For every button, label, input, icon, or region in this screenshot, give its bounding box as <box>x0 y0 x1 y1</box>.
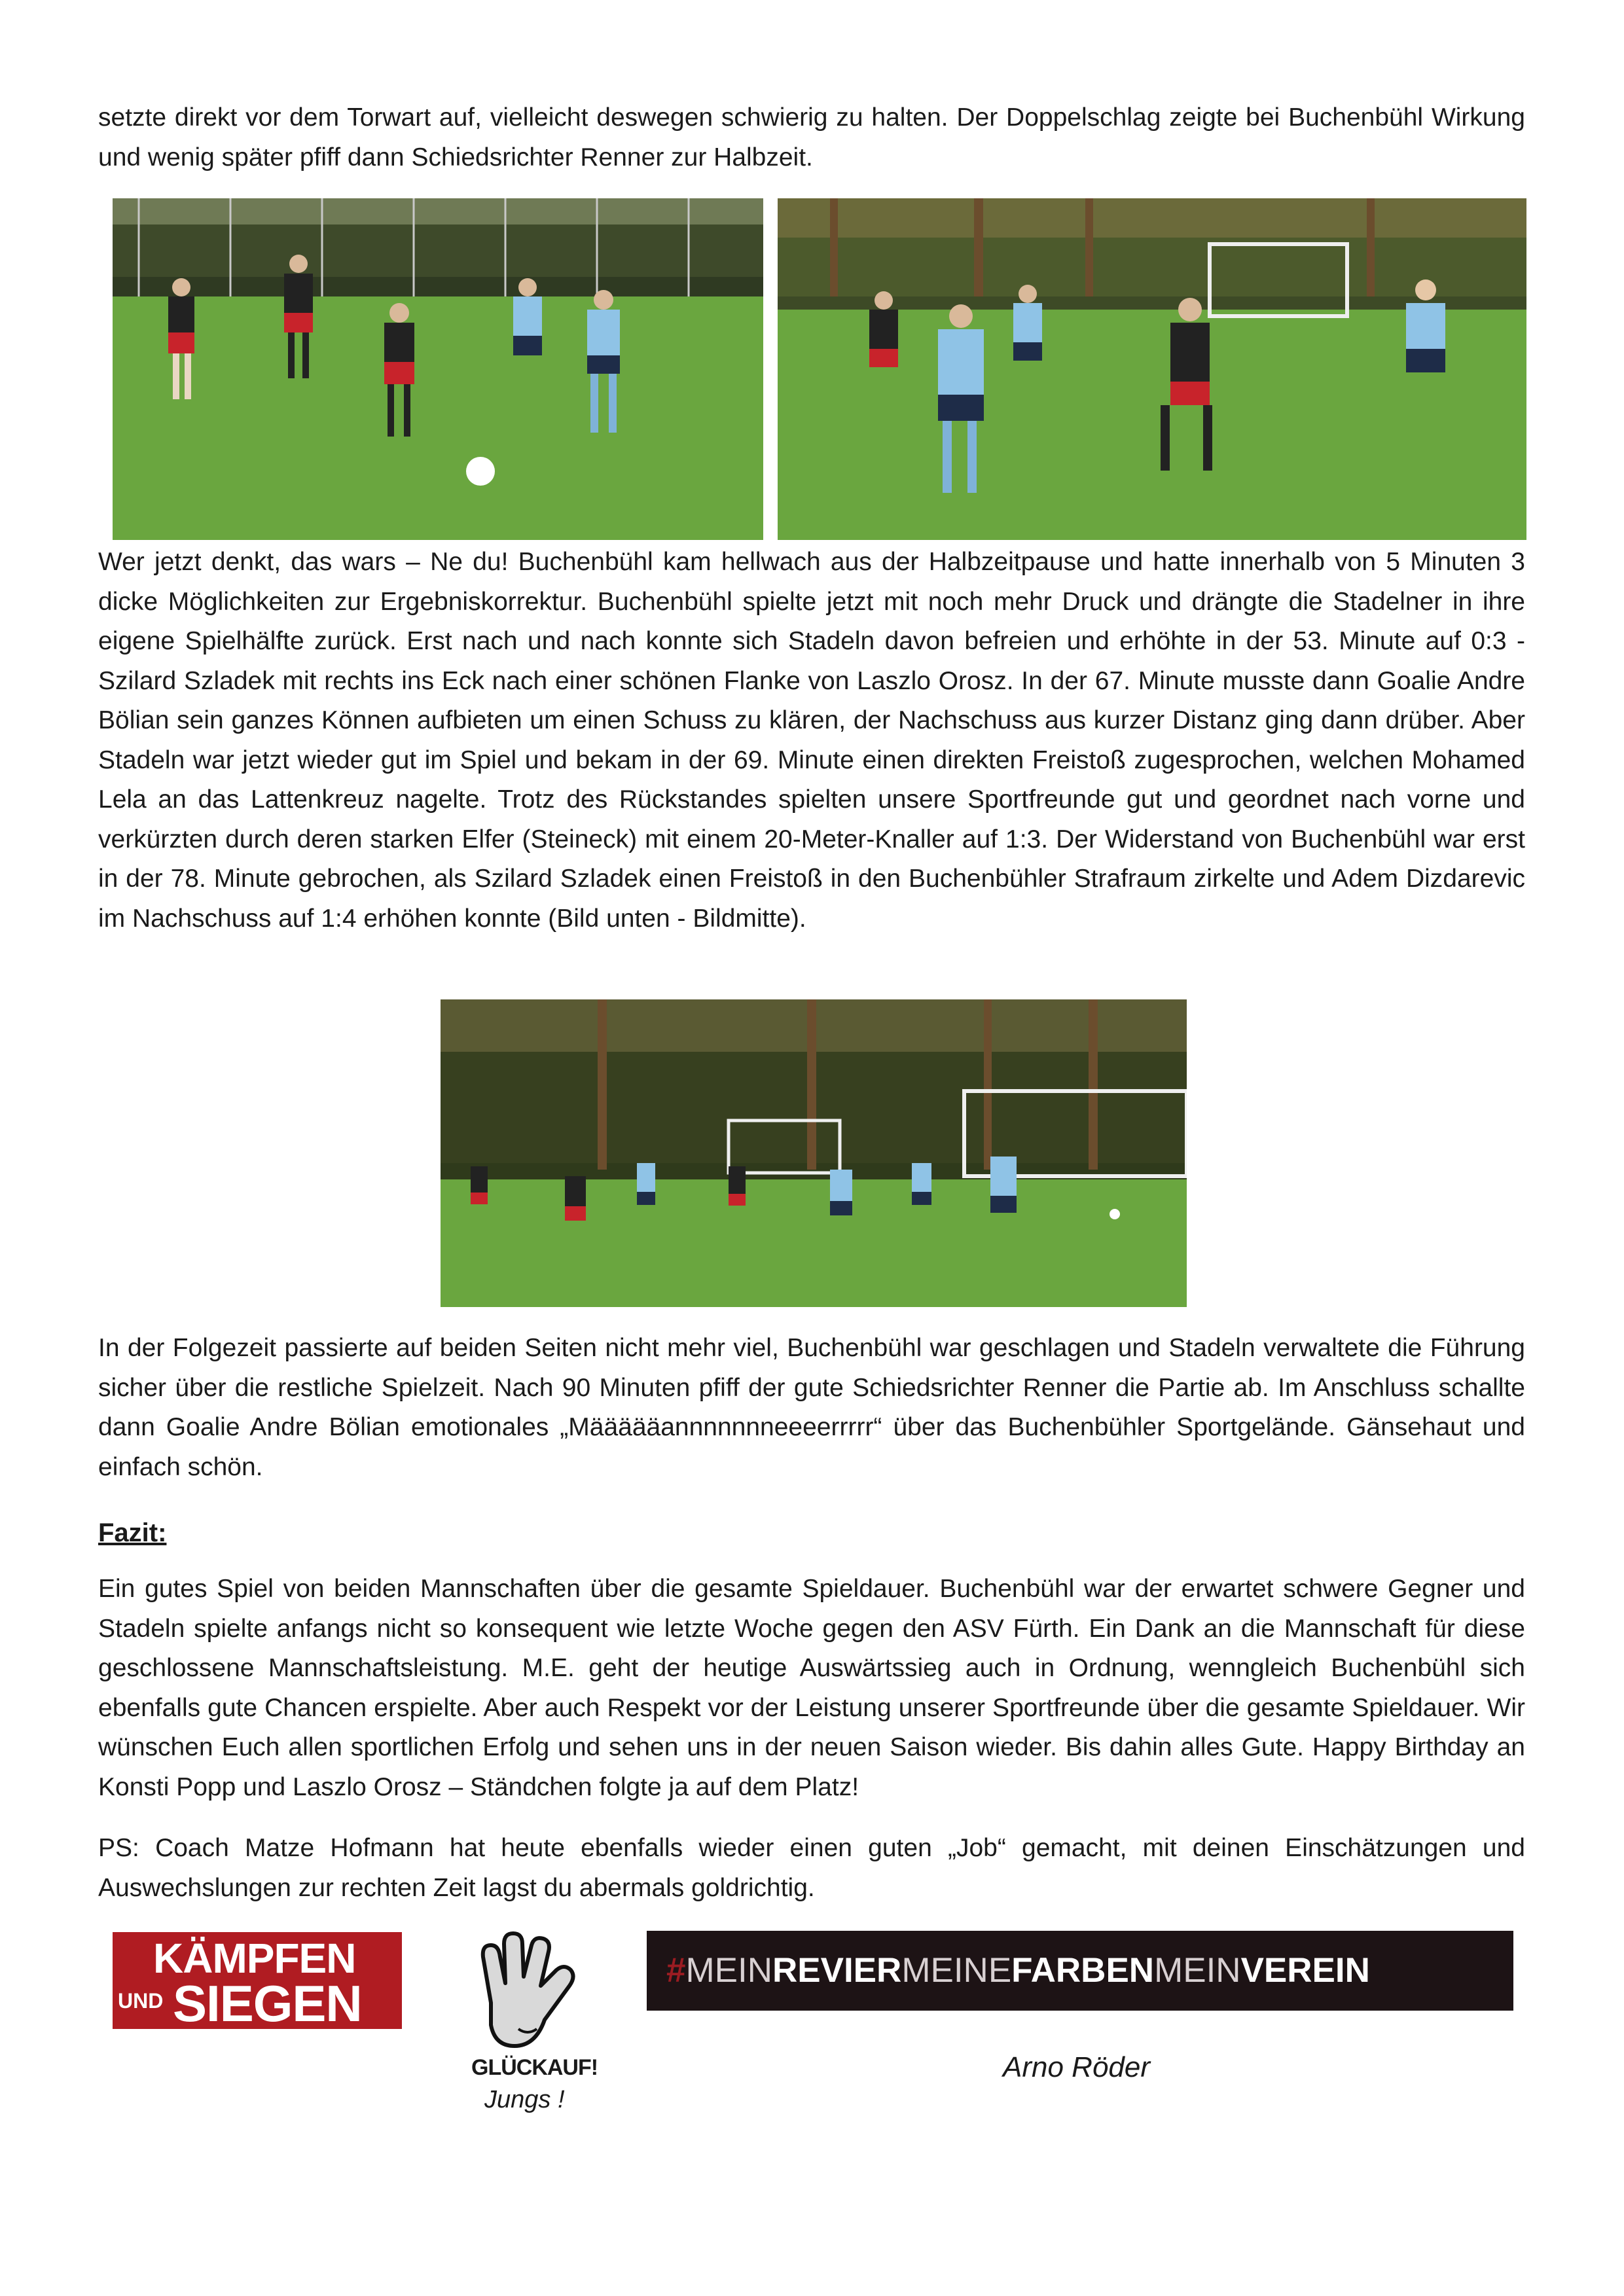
glueckauf-label: GLÜCKAUF! <box>471 2055 598 2080</box>
glueckauf-hand-icon <box>465 1931 583 2055</box>
mein-revier-banner: #MEINREVIERMEINEFARBENMEINVEREIN <box>647 1931 1513 2011</box>
jungs-label: Jungs ! <box>484 2086 565 2113</box>
match-photo-right <box>778 198 1526 540</box>
author-name: Arno Röder <box>1003 2051 1151 2083</box>
kaempfen-und-siegen-logo: KÄMPFEN UND SIEGEN <box>113 1932 402 2029</box>
paragraph-second-half: Wer jetzt denkt, das wars – Ne du! Buchenbühl kam hellwach aus der Halbzeitpause und hatte innerhalb von 5 Minuten 3 dicke Möglichkeiten zur Ergebniskorrektur. Buchenbühl spielte jetzt mit noch mehr Druck und drängte die Stadelner in ihre eigene Spielhälfte zurück. Erst nach und nach konnte sich Stadeln davon befreien und erhöhte in der 53. Minute auf 0:3 - Szilard Szladek mit rechts ins Eck nach einer schönen Flanke von Laszlo Orosz. In der 67. Minute musste dann Goalie Andre Bölian sein ganzes Können aufbieten um einen Schuss zu klären, der Nachschuss aus kurzer Distanz ging dann drüber. Aber Stadeln war jetzt wieder gut im Spiel und bekam in der 69. Minute einen direkten Freistoß zugesprochen, welchen Mohamed Lela an das Lattenkreuz nagelte. Trotz des Rückstandes spielten unsere Sportfreunde gut und geordnet nach vorne und verkürzten durch deren starken Elfer (Steineck) mit einem 20-Meter-Knaller auf 1:3. Der Widerstand von Buchenbühl war erst in der 78. Minute gebrochen, als Szilard Szladek einen Freistoß in den Buchenbühler Strafraum zirkelte und Adem Dizdarevic im Nachschuss auf 1:4 erhöhen konnte (Bild unten - Bildmitte). <box>98 548 1525 933</box>
match-photo-center <box>441 999 1187 1307</box>
fazit-heading: Fazit: <box>98 1518 167 1547</box>
paragraph-fazit: Ein gutes Spiel von beiden Mannschaften über die gesamte Spieldauer. Buchenbühl war der erwartet schwere Gegner und Stadeln spielte anfangs nicht so konsequent wie letzte Woche gegen den ASV Fürth. Ein Dank an die Mannschaft für diese geschlossene Mannschaftsleistung. M.E. geht der heutige Auswärtssieg auch in Ordnung, wenngleich Buchenbühl sich ebenfalls gute Chancen erspielte. Aber auch Respekt vor der Leistung unserer Sportfreunde über die gesamte Spieldauer. Wir wünschen Euch allen sportlichen Erfolg und sehen uns in der neuen Saison wieder. Bis dahin alles Gute. Happy Birthday an Konsti Popp und Laszlo Orosz – Ständchen folgte ja auf dem Platz! <box>98 1575 1525 1801</box>
paragraph-final-phase: In der Folgezeit passierte auf beiden Seiten nicht mehr viel, Buchenbühl war geschlagen und Stadeln verwaltete die Führung sicher über die restliche Spielzeit. Nach 90 Minuten pfiff der gute Schiedsrichter Renner die Partie ab. Im Anschluss schallte dann Goalie Andre Bölian emotionales „Määäääannnnnnneeeerrrrr“ über das Buchenbühler Sportgelände. Gänsehaut und einfach schön. <box>98 1334 1525 1481</box>
paragraph-ps: PS: Coach Matze Hofmann hat heute ebenfalls wieder einen guten „Job“ gemacht, mit deinen Einschätzungen und Auswechslungen zur rechten Zeit lagst du abermals goldrichtig. <box>98 1834 1525 1902</box>
paragraph-intro: setzte direkt vor dem Torwart auf, vielleicht deswegen schwierig zu halten. Der Doppelschlag zeigte bei Buchenbühl Wirkung und wenig später pfiff dann Schiedsrichter Renner zur Halbzeit. <box>98 103 1525 171</box>
match-photo-left <box>113 198 763 540</box>
